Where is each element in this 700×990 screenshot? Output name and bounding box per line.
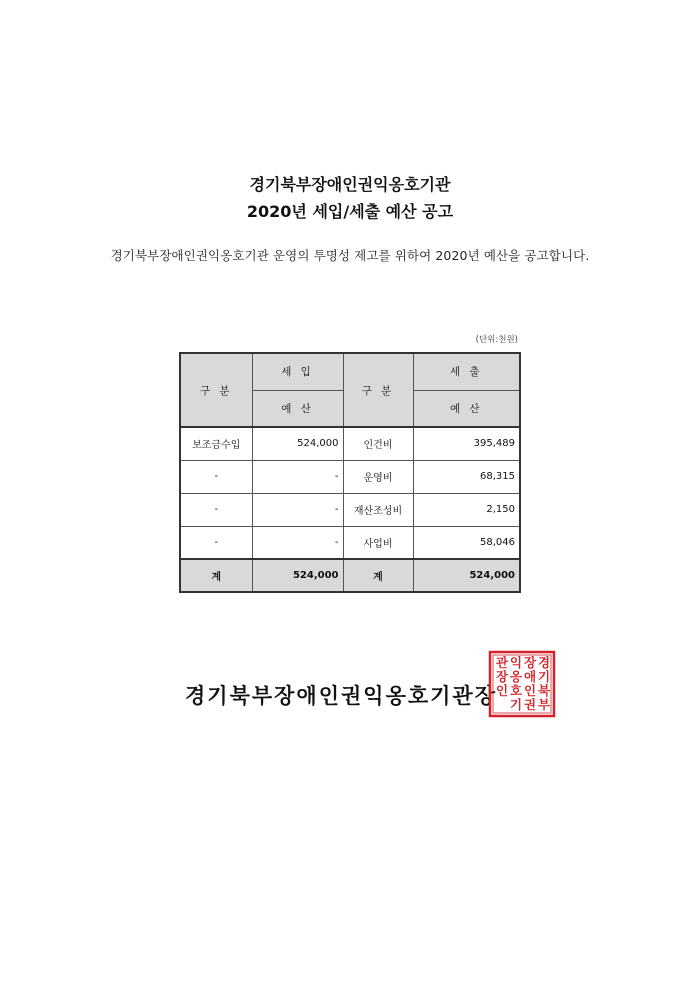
table-row (180, 460, 520, 493)
seal-glyph: 권 (523, 697, 537, 712)
seal-glyph: 부 (537, 697, 551, 712)
expense-amount: 58,046 (413, 526, 520, 559)
expense-item: 재산조성비 (343, 493, 413, 526)
official-seal (488, 650, 556, 718)
unit-label: (단위:천원) (475, 335, 518, 345)
budget-table (179, 352, 521, 593)
seal-glyph: 애 (523, 669, 537, 684)
table-row (180, 526, 520, 559)
seal-glyph: 장 (523, 655, 537, 670)
income-amount: - (252, 526, 343, 559)
intro-text: 경기북부장애인권익옹호기관 운영의 투명성 제고를 위하여 2020년 예산을 공고합니다. (110, 248, 590, 263)
total-row (180, 559, 520, 592)
seal-glyph: 호 (509, 683, 523, 698)
document-title-notice: 2020년 세입/세출 예산 공고 (246, 202, 454, 221)
table-row (180, 427, 520, 460)
expense-amount: 2,150 (413, 493, 520, 526)
income-item: - (180, 460, 252, 493)
income-item: - (180, 526, 252, 559)
expense-amount: 68,315 (413, 460, 520, 493)
total-expense-amount: 524,000 (413, 559, 520, 592)
header-category-right: 구 분 (343, 353, 413, 427)
seal-glyph: 인 (495, 683, 509, 698)
income-amount: 524,000 (252, 427, 343, 460)
total-expense-label: 계 (343, 559, 413, 592)
income-amount: - (252, 493, 343, 526)
seal-glyph: 관 (495, 655, 509, 670)
signatory-name: 경기북부장애인권익옹호기관장 (185, 684, 498, 708)
seal-glyph: 장 (495, 669, 509, 684)
document-title-org: 경기북부장애인권익옹호기관 (249, 175, 451, 194)
table-row (180, 493, 520, 526)
income-item: - (180, 493, 252, 526)
seal-glyph: 익 (509, 655, 523, 670)
seal-glyph: 경 (537, 655, 551, 670)
header-income: 세 입 (252, 353, 343, 390)
income-item: 보조금수입 (180, 427, 252, 460)
seal-glyph: 북 (537, 683, 551, 698)
total-income-amount: 524,000 (252, 559, 343, 592)
total-income-label: 계 (180, 559, 252, 592)
header-category-left: 구 분 (180, 353, 252, 427)
expense-item: 인건비 (343, 427, 413, 460)
expense-amount: 395,489 (413, 427, 520, 460)
expense-item: 사업비 (343, 526, 413, 559)
seal-glyph: 인 (523, 683, 537, 698)
seal-glyph: 기 (509, 697, 523, 712)
income-amount: - (252, 460, 343, 493)
expense-item: 운영비 (343, 460, 413, 493)
header-income-budget: 예 산 (252, 390, 343, 427)
header-expense-budget: 예 산 (413, 390, 520, 427)
seal-glyph: 기 (537, 669, 551, 684)
seal-glyph: 옹 (509, 669, 523, 684)
header-expense: 세 출 (413, 353, 520, 390)
